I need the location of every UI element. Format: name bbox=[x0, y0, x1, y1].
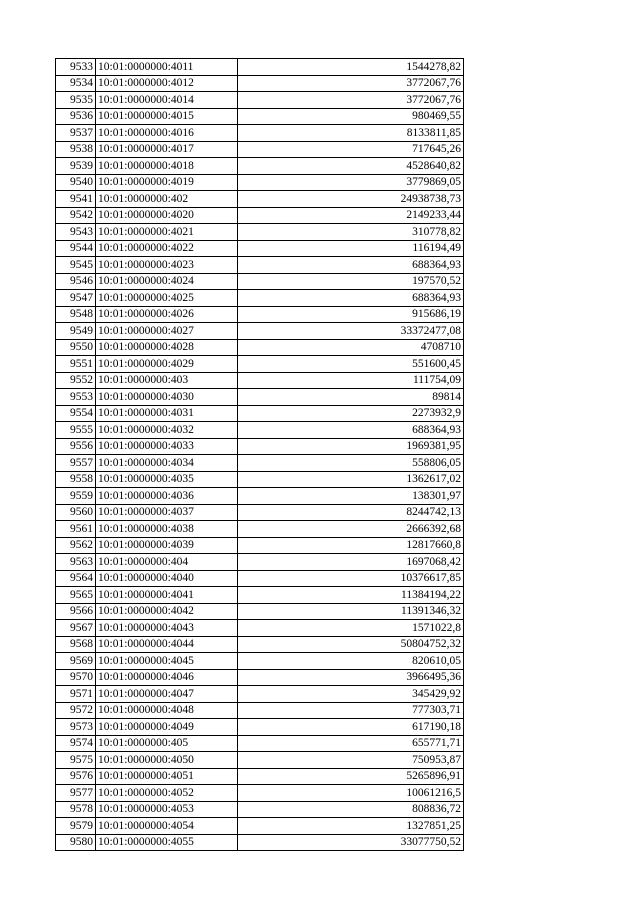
table-row bbox=[56, 372, 464, 389]
table-row bbox=[56, 636, 464, 653]
cadastral-number-cell: 10:01:0000000:4038 bbox=[96, 521, 238, 538]
row-number-cell: 9549 bbox=[56, 323, 96, 340]
row-number-cell: 9563 bbox=[56, 554, 96, 571]
row-number-cell: 9543 bbox=[56, 224, 96, 241]
amount-cell: 558806,05 bbox=[238, 455, 464, 472]
amount-cell: 1571022,8 bbox=[238, 620, 464, 637]
amount-cell: 11384194,22 bbox=[238, 587, 464, 604]
amount-cell: 551600,45 bbox=[238, 356, 464, 373]
table-row bbox=[56, 537, 464, 554]
table-row bbox=[56, 356, 464, 373]
row-number-cell: 9564 bbox=[56, 570, 96, 587]
table-row bbox=[56, 389, 464, 406]
cadastral-number-cell: 10:01:0000000:4022 bbox=[96, 240, 238, 257]
table-row bbox=[56, 702, 464, 719]
table-row bbox=[56, 801, 464, 818]
amount-cell: 617190,18 bbox=[238, 719, 464, 736]
cadastral-number-cell: 10:01:0000000:4054 bbox=[96, 818, 238, 835]
amount-cell: 4708710 bbox=[238, 339, 464, 356]
table-row bbox=[56, 669, 464, 686]
row-number-cell: 9554 bbox=[56, 405, 96, 422]
row-number-cell: 9578 bbox=[56, 801, 96, 818]
amount-cell: 197570,52 bbox=[238, 273, 464, 290]
table-row bbox=[56, 455, 464, 472]
row-number-cell: 9546 bbox=[56, 273, 96, 290]
row-number-cell: 9560 bbox=[56, 504, 96, 521]
amount-cell: 688364,93 bbox=[238, 290, 464, 307]
amount-cell: 3772067,76 bbox=[238, 92, 464, 109]
amount-cell: 111754,09 bbox=[238, 372, 464, 389]
cadastral-number-cell: 10:01:0000000:402 bbox=[96, 191, 238, 208]
amount-cell: 1697068,42 bbox=[238, 554, 464, 571]
table-row bbox=[56, 686, 464, 703]
cadastral-number-cell: 10:01:0000000:4019 bbox=[96, 174, 238, 191]
row-number-cell: 9537 bbox=[56, 125, 96, 142]
table-row bbox=[56, 405, 464, 422]
cadastral-number-cell: 10:01:0000000:4044 bbox=[96, 636, 238, 653]
row-number-cell: 9569 bbox=[56, 653, 96, 670]
table-row bbox=[56, 768, 464, 785]
cadastral-number-cell: 10:01:0000000:4017 bbox=[96, 141, 238, 158]
row-number-cell: 9572 bbox=[56, 702, 96, 719]
table-row bbox=[56, 488, 464, 505]
table-row bbox=[56, 257, 464, 274]
amount-cell: 688364,93 bbox=[238, 422, 464, 439]
cadastral-number-cell: 10:01:0000000:4049 bbox=[96, 719, 238, 736]
row-number-cell: 9571 bbox=[56, 686, 96, 703]
table-row bbox=[56, 141, 464, 158]
table-row bbox=[56, 108, 464, 125]
row-number-cell: 9574 bbox=[56, 735, 96, 752]
row-number-cell: 9570 bbox=[56, 669, 96, 686]
cadastral-number-cell: 10:01:0000000:4029 bbox=[96, 356, 238, 373]
amount-cell: 980469,55 bbox=[238, 108, 464, 125]
amount-cell: 1544278,82 bbox=[238, 59, 464, 76]
table-row bbox=[56, 273, 464, 290]
cadastral-number-cell: 10:01:0000000:4050 bbox=[96, 752, 238, 769]
table-row bbox=[56, 191, 464, 208]
cadastral-number-cell: 10:01:0000000:4012 bbox=[96, 75, 238, 92]
row-number-cell: 9580 bbox=[56, 834, 96, 851]
row-number-cell: 9567 bbox=[56, 620, 96, 637]
amount-cell: 1327851,25 bbox=[238, 818, 464, 835]
row-number-cell: 9558 bbox=[56, 471, 96, 488]
table-row bbox=[56, 174, 464, 191]
amount-cell: 820610,05 bbox=[238, 653, 464, 670]
table-row bbox=[56, 422, 464, 439]
amount-cell: 2273932,9 bbox=[238, 405, 464, 422]
row-number-cell: 9575 bbox=[56, 752, 96, 769]
row-number-cell: 9533 bbox=[56, 59, 96, 76]
amount-cell: 2149233,44 bbox=[238, 207, 464, 224]
row-number-cell: 9551 bbox=[56, 356, 96, 373]
cadastral-number-cell: 10:01:0000000:4025 bbox=[96, 290, 238, 307]
cadastral-number-cell: 10:01:0000000:4055 bbox=[96, 834, 238, 851]
cadastral-number-cell: 10:01:0000000:4052 bbox=[96, 785, 238, 802]
table-row bbox=[56, 587, 464, 604]
cadastral-number-cell: 10:01:0000000:4021 bbox=[96, 224, 238, 241]
cadastral-number-cell: 10:01:0000000:4040 bbox=[96, 570, 238, 587]
cadastral-number-cell: 10:01:0000000:4037 bbox=[96, 504, 238, 521]
cadastral-number-cell: 10:01:0000000:4028 bbox=[96, 339, 238, 356]
cadastral-number-cell: 10:01:0000000:4035 bbox=[96, 471, 238, 488]
amount-cell: 116194,49 bbox=[238, 240, 464, 257]
table-row bbox=[56, 719, 464, 736]
amount-cell: 3966495,36 bbox=[238, 669, 464, 686]
row-number-cell: 9535 bbox=[56, 92, 96, 109]
cadastral-number-cell: 10:01:0000000:4036 bbox=[96, 488, 238, 505]
cadastral-number-cell: 10:01:0000000:4027 bbox=[96, 323, 238, 340]
cadastral-number-cell: 10:01:0000000:4032 bbox=[96, 422, 238, 439]
row-number-cell: 9566 bbox=[56, 603, 96, 620]
row-number-cell: 9534 bbox=[56, 75, 96, 92]
row-number-cell: 9548 bbox=[56, 306, 96, 323]
cadastral-number-cell: 10:01:0000000:4047 bbox=[96, 686, 238, 703]
row-number-cell: 9540 bbox=[56, 174, 96, 191]
cadastral-number-cell: 10:01:0000000:4011 bbox=[96, 59, 238, 76]
amount-cell: 717645,26 bbox=[238, 141, 464, 158]
amount-cell: 89814 bbox=[238, 389, 464, 406]
table-row bbox=[56, 818, 464, 835]
row-number-cell: 9579 bbox=[56, 818, 96, 835]
row-number-cell: 9538 bbox=[56, 141, 96, 158]
amount-cell: 310778,82 bbox=[238, 224, 464, 241]
row-number-cell: 9565 bbox=[56, 587, 96, 604]
cadastral-number-cell: 10:01:0000000:4034 bbox=[96, 455, 238, 472]
amount-cell: 750953,87 bbox=[238, 752, 464, 769]
amount-cell: 2666392,68 bbox=[238, 521, 464, 538]
row-number-cell: 9573 bbox=[56, 719, 96, 736]
cadastral-number-cell: 10:01:0000000:405 bbox=[96, 735, 238, 752]
table-row bbox=[56, 92, 464, 109]
cadastral-number-cell: 10:01:0000000:4033 bbox=[96, 438, 238, 455]
table-row bbox=[56, 207, 464, 224]
row-number-cell: 9555 bbox=[56, 422, 96, 439]
cadastral-number-cell: 10:01:0000000:4046 bbox=[96, 669, 238, 686]
row-number-cell: 9562 bbox=[56, 537, 96, 554]
amount-cell: 1362617,02 bbox=[238, 471, 464, 488]
amount-cell: 5265896,91 bbox=[238, 768, 464, 785]
amount-cell: 4528640,82 bbox=[238, 158, 464, 175]
cadastral-number-cell: 10:01:0000000:4018 bbox=[96, 158, 238, 175]
table-row bbox=[56, 224, 464, 241]
cadastral-number-cell: 10:01:0000000:4045 bbox=[96, 653, 238, 670]
table-row bbox=[56, 339, 464, 356]
row-number-cell: 9552 bbox=[56, 372, 96, 389]
table-row bbox=[56, 59, 464, 76]
table-row bbox=[56, 834, 464, 851]
cadastral-number-cell: 10:01:0000000:4026 bbox=[96, 306, 238, 323]
row-number-cell: 9536 bbox=[56, 108, 96, 125]
row-number-cell: 9557 bbox=[56, 455, 96, 472]
table-row bbox=[56, 158, 464, 175]
table-row bbox=[56, 785, 464, 802]
table-row bbox=[56, 306, 464, 323]
amount-cell: 138301,97 bbox=[238, 488, 464, 505]
table-row bbox=[56, 752, 464, 769]
amount-cell: 1969381,95 bbox=[238, 438, 464, 455]
data-table bbox=[55, 58, 464, 851]
table-row bbox=[56, 521, 464, 538]
table-body bbox=[56, 59, 464, 851]
row-number-cell: 9539 bbox=[56, 158, 96, 175]
amount-cell: 10376617,85 bbox=[238, 570, 464, 587]
row-number-cell: 9544 bbox=[56, 240, 96, 257]
cadastral-number-cell: 10:01:0000000:4015 bbox=[96, 108, 238, 125]
amount-cell: 3779869,05 bbox=[238, 174, 464, 191]
amount-cell: 345429,92 bbox=[238, 686, 464, 703]
row-number-cell: 9561 bbox=[56, 521, 96, 538]
amount-cell: 3772067,76 bbox=[238, 75, 464, 92]
cadastral-number-cell: 10:01:0000000:4030 bbox=[96, 389, 238, 406]
row-number-cell: 9568 bbox=[56, 636, 96, 653]
table-row bbox=[56, 471, 464, 488]
amount-cell: 655771,71 bbox=[238, 735, 464, 752]
cadastral-number-cell: 10:01:0000000:4041 bbox=[96, 587, 238, 604]
amount-cell: 11391346,32 bbox=[238, 603, 464, 620]
amount-cell: 8244742,13 bbox=[238, 504, 464, 521]
cadastral-number-cell: 10:01:0000000:4051 bbox=[96, 768, 238, 785]
table-row bbox=[56, 504, 464, 521]
cadastral-number-cell: 10:01:0000000:4048 bbox=[96, 702, 238, 719]
amount-cell: 915686,19 bbox=[238, 306, 464, 323]
cadastral-number-cell: 10:01:0000000:403 bbox=[96, 372, 238, 389]
row-number-cell: 9553 bbox=[56, 389, 96, 406]
table-row bbox=[56, 735, 464, 752]
amount-cell: 33372477,08 bbox=[238, 323, 464, 340]
amount-cell: 777303,71 bbox=[238, 702, 464, 719]
row-number-cell: 9545 bbox=[56, 257, 96, 274]
cadastral-number-cell: 10:01:0000000:4031 bbox=[96, 405, 238, 422]
cadastral-number-cell: 10:01:0000000:404 bbox=[96, 554, 238, 571]
row-number-cell: 9542 bbox=[56, 207, 96, 224]
table-row bbox=[56, 323, 464, 340]
table-row bbox=[56, 554, 464, 571]
amount-cell: 688364,93 bbox=[238, 257, 464, 274]
cadastral-number-cell: 10:01:0000000:4020 bbox=[96, 207, 238, 224]
amount-cell: 33077750,52 bbox=[238, 834, 464, 851]
table-row bbox=[56, 290, 464, 307]
cadastral-number-cell: 10:01:0000000:4042 bbox=[96, 603, 238, 620]
cadastral-number-cell: 10:01:0000000:4053 bbox=[96, 801, 238, 818]
cadastral-number-cell: 10:01:0000000:4023 bbox=[96, 257, 238, 274]
row-number-cell: 9556 bbox=[56, 438, 96, 455]
table-row bbox=[56, 570, 464, 587]
amount-cell: 808836,72 bbox=[238, 801, 464, 818]
amount-cell: 12817660,8 bbox=[238, 537, 464, 554]
table-row bbox=[56, 125, 464, 142]
row-number-cell: 9576 bbox=[56, 768, 96, 785]
table-row bbox=[56, 240, 464, 257]
table-row bbox=[56, 75, 464, 92]
row-number-cell: 9559 bbox=[56, 488, 96, 505]
cadastral-number-cell: 10:01:0000000:4016 bbox=[96, 125, 238, 142]
row-number-cell: 9547 bbox=[56, 290, 96, 307]
amount-cell: 50804752,32 bbox=[238, 636, 464, 653]
cadastral-number-cell: 10:01:0000000:4024 bbox=[96, 273, 238, 290]
row-number-cell: 9577 bbox=[56, 785, 96, 802]
row-number-cell: 9550 bbox=[56, 339, 96, 356]
cadastral-number-cell: 10:01:0000000:4039 bbox=[96, 537, 238, 554]
cadastral-number-cell: 10:01:0000000:4043 bbox=[96, 620, 238, 637]
amount-cell: 10061216,5 bbox=[238, 785, 464, 802]
table-row bbox=[56, 603, 464, 620]
row-number-cell: 9541 bbox=[56, 191, 96, 208]
cadastral-number-cell: 10:01:0000000:4014 bbox=[96, 92, 238, 109]
table-row bbox=[56, 620, 464, 637]
table-row bbox=[56, 653, 464, 670]
table-row bbox=[56, 438, 464, 455]
amount-cell: 8133811,85 bbox=[238, 125, 464, 142]
amount-cell: 24938738,73 bbox=[238, 191, 464, 208]
